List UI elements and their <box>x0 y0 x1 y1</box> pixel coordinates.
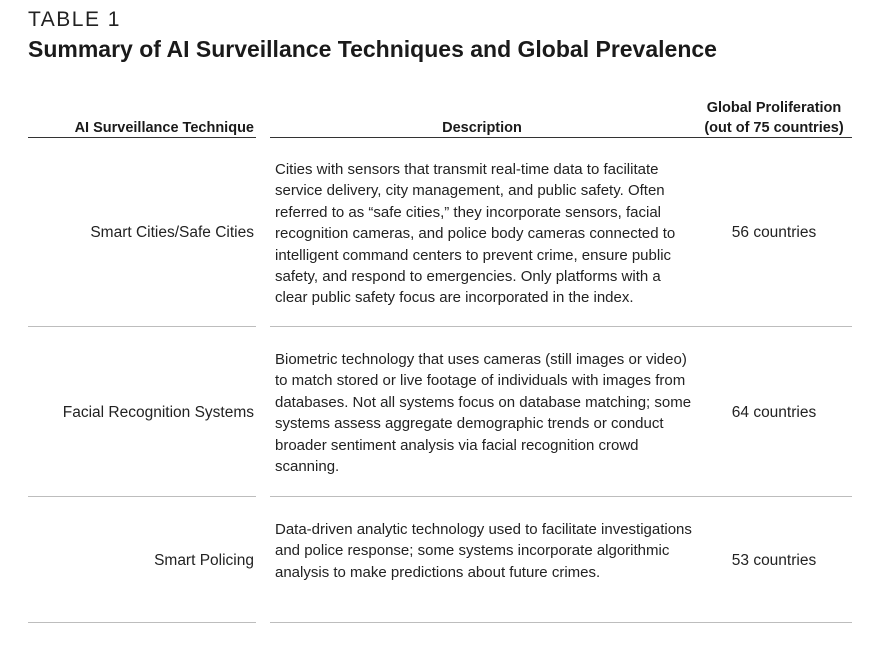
row-1-rule-technique <box>28 326 256 327</box>
row-3-rule-technique <box>28 622 256 623</box>
row-1-count: 56 countries <box>731 224 817 241</box>
header-proliferation <box>696 98 852 138</box>
table-label: TABLE 1 <box>28 8 121 31</box>
row-2-rule-technique <box>28 496 256 497</box>
row-1-technique: Smart Cities/Safe Cities <box>90 224 254 241</box>
row-3-rule-description <box>270 622 852 623</box>
header-rule-technique <box>28 137 256 138</box>
row-1-rule-description <box>270 326 852 327</box>
row-2-rule-description <box>270 496 852 497</box>
row-1-description: Cities with sensors that transmit real-time data to facilitate service delivery, city management, and public safety. Often referred to as “safe cities,” they incorporate sensors, facial recognition cameras, and police body cameras connected to intelligent command centers to prevent crime, ensure public safety, and respond to emergencies. Only platforms with a clear public safety focus are incorporated in the index. <box>275 161 676 307</box>
header-rule-description <box>270 137 852 138</box>
row-3-count: 53 countries <box>731 552 817 569</box>
row-3-description: Data-driven analytic technology used to facilitate investigations and police response; some systems incorporate algorithmic analysis to make predictions about future crimes. <box>275 521 692 581</box>
row-2-count: 64 countries <box>731 404 817 421</box>
row-3-technique: Smart Policing <box>154 552 254 569</box>
header-description: Description <box>442 120 522 136</box>
header-proliferation-line2: (out of 75 countries) <box>704 120 844 136</box>
header-proliferation-line1: Global Proliferation <box>706 100 842 116</box>
table-title: Summary of AI Surveillance Techniques and Global Prevalence <box>28 36 717 62</box>
row-2-description: Biometric technology that uses cameras (still images or video) to match stored or live footage of individuals with images from databases. Not all systems focus on database matching; some systems assess aggregate demographic trends or conduct broader sentiment analysis via facial recognition crowd scanning. <box>275 351 692 476</box>
row-2-technique: Facial Recognition Systems <box>62 404 254 421</box>
header-technique: AI Surveillance Technique <box>74 120 254 136</box>
